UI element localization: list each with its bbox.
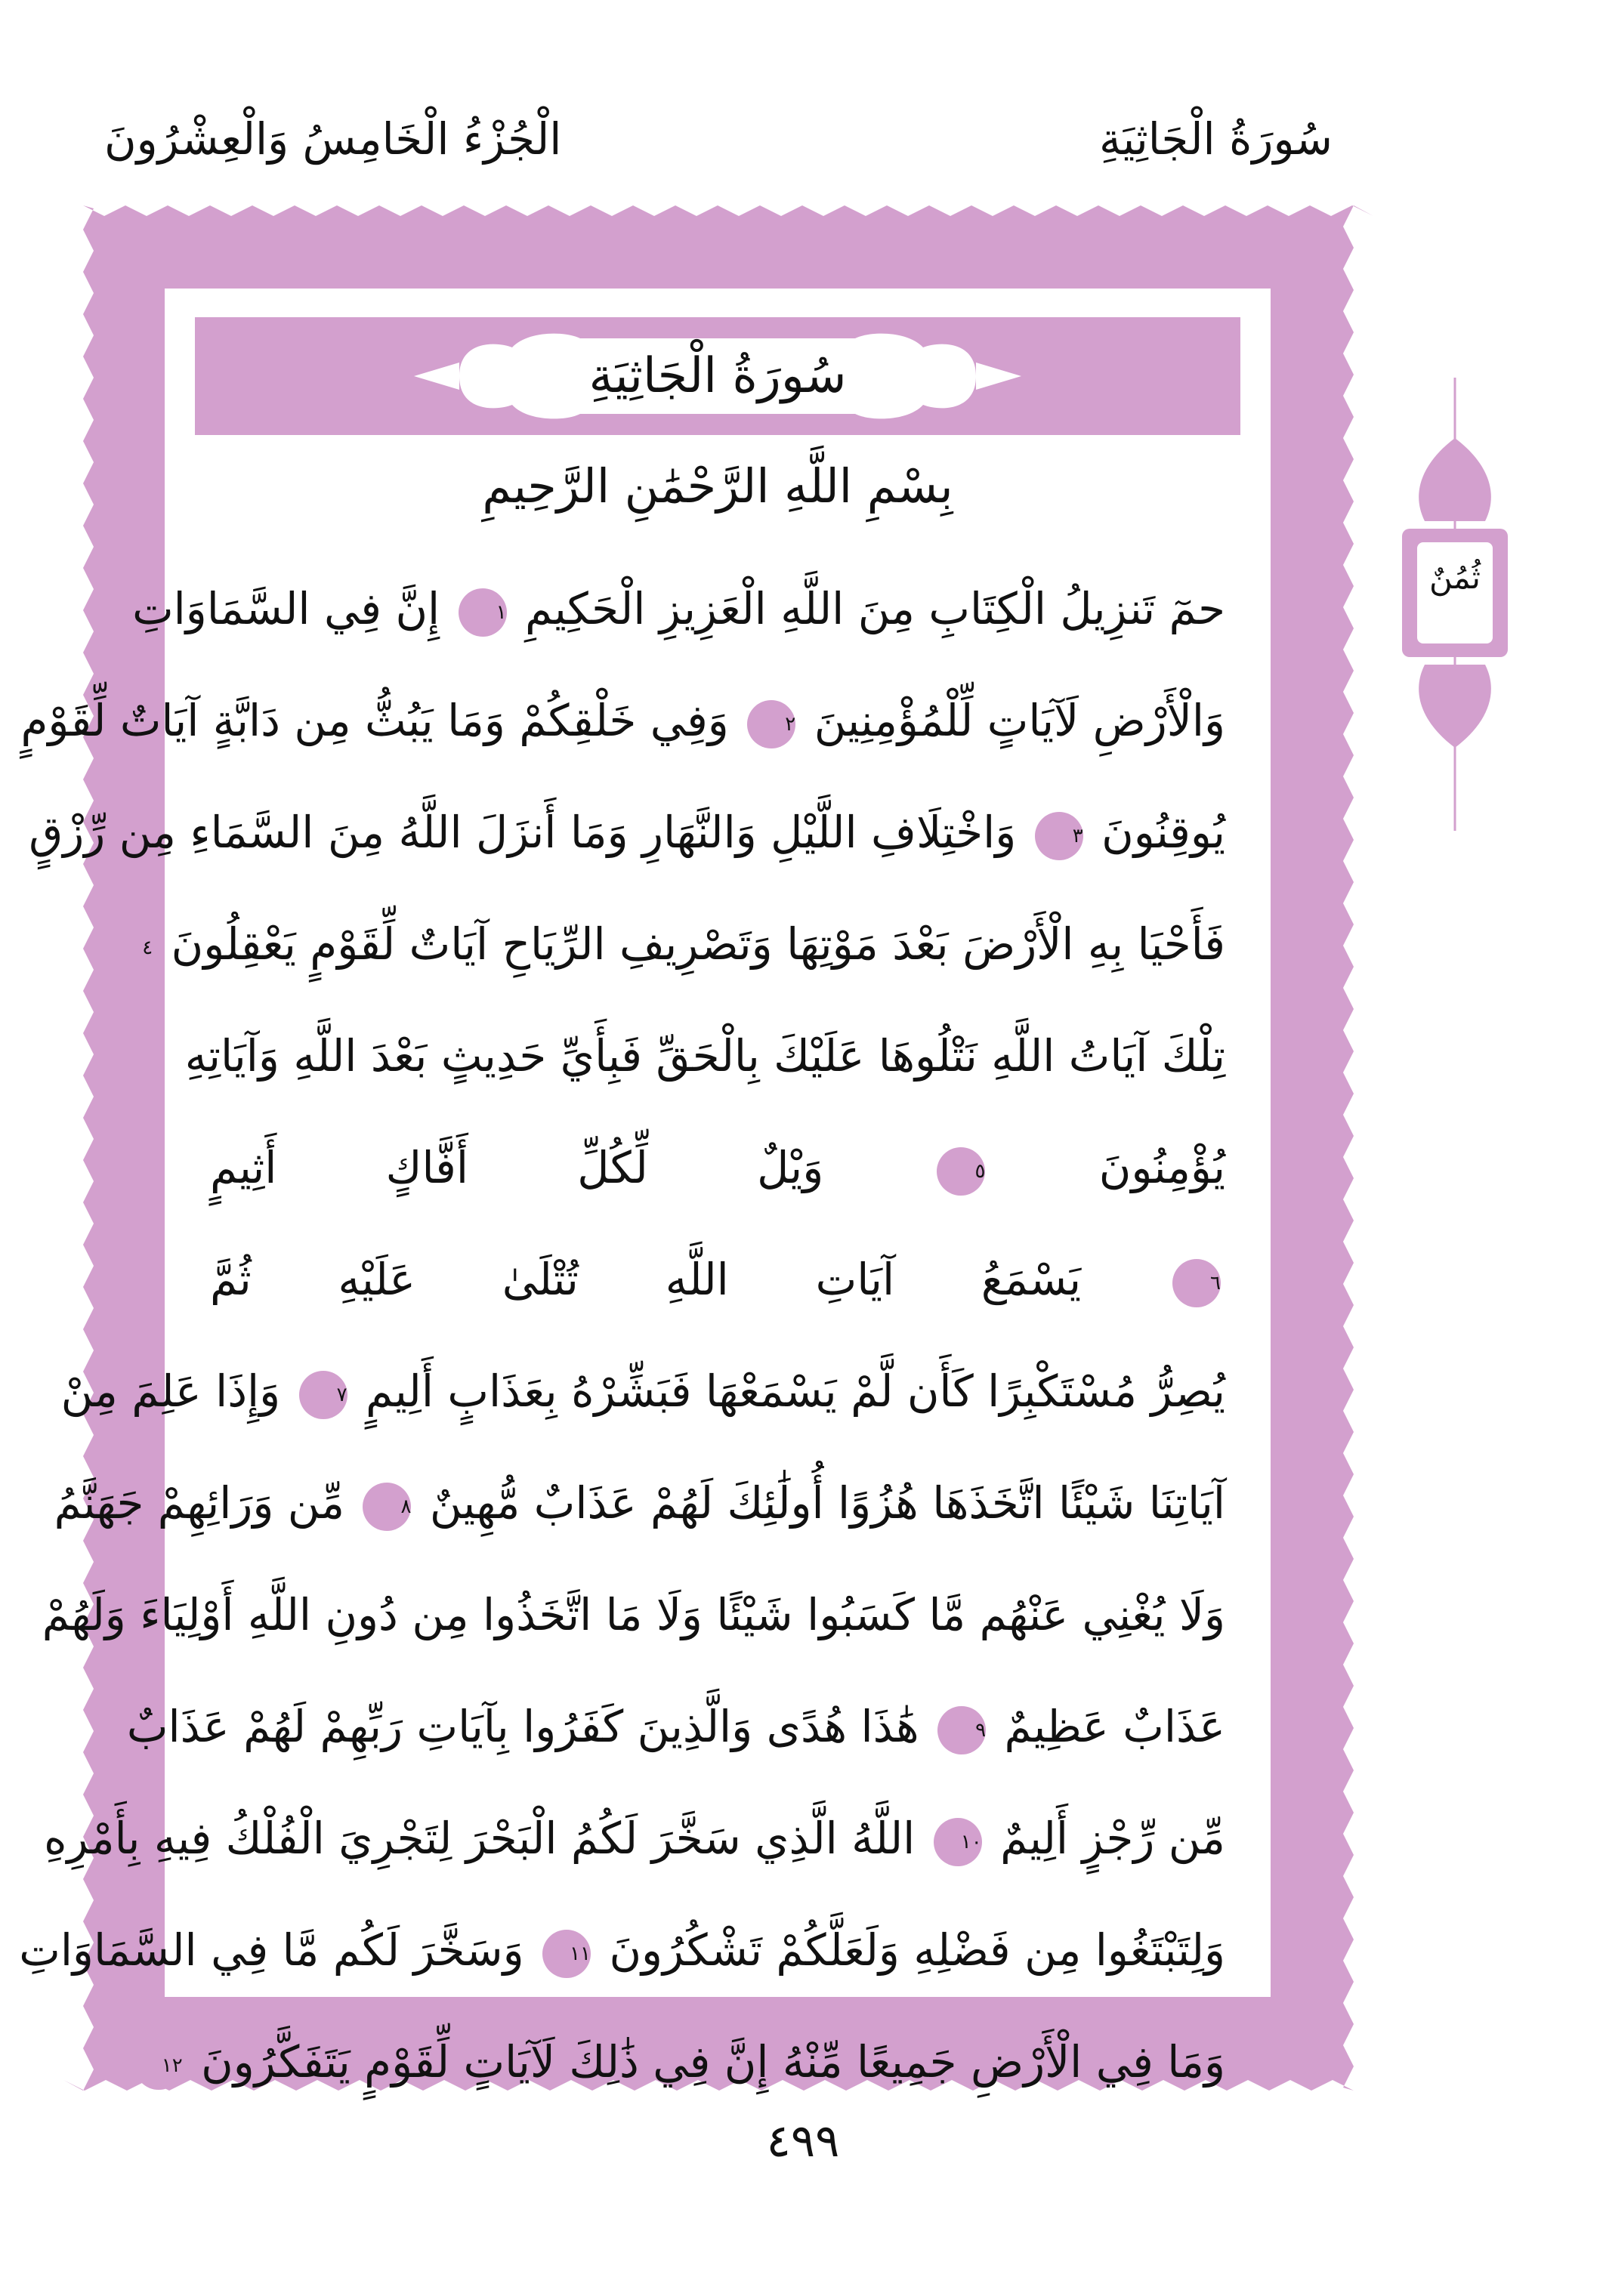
verse-text: مِّن رِّجْزٍ أَلِيمٌ xyxy=(1000,1813,1225,1864)
hizb-marker-label: ثُمُنٌ xyxy=(1429,559,1481,596)
surah-title-cartouche xyxy=(414,325,1021,427)
ayah-number-marker: ٧ xyxy=(299,1371,347,1419)
verse-line xyxy=(142,888,1225,1000)
verse-text: وَإِذَا عَلِمَ مِنْ xyxy=(60,1366,281,1417)
verse-text: وَمَا فِي الْأَرْضِ جَمِيعًا مِّنْهُ إِنَّ فِي ذَٰلِكَ لَآيَاتٍ لِّقَوْمٍ يَتَفَكَّرُونَ xyxy=(201,2036,1225,2088)
verse-text: وَلَا يُغْنِي عَنْهُم مَّا كَسَبُوا شَيْئًا وَلَا مَا اتَّخَذُوا مِن دُونِ اللَّهِ أَوْلِيَاءَ وَلَهُمْ xyxy=(42,1589,1225,1640)
page-number: ٤٩٩ xyxy=(766,2115,840,2168)
verse-text: فَأَحْيَا بِهِ الْأَرْضَ بَعْدَ مَوْتِهَا وَتَصْرِيفِ الرِّيَاحِ آيَاتٌ لِّقَوْمٍ يَعْقِلُونَ xyxy=(171,918,1225,970)
ayah-number-marker: ٤ xyxy=(104,924,153,972)
verse-line xyxy=(42,1559,1225,1671)
verse-text: وَالْأَرْضِ لَآيَاتٍ لِّلْمُؤْمِنِينَ xyxy=(814,695,1225,746)
hizb-ornament-icon xyxy=(1394,378,1515,831)
ayah-number-marker: ١١ xyxy=(542,1930,591,1978)
ayah-number-marker: ٨ xyxy=(363,1483,411,1531)
verse-text: وَاخْتِلَافِ اللَّيْلِ وَالنَّهَارِ وَمَا أَنزَلَ اللَّهُ مِنَ السَّمَاءِ مِن رِّزْقٍ xyxy=(29,807,1017,858)
ayah-number-marker: ٩ xyxy=(937,1706,986,1754)
verse-line xyxy=(210,1224,1225,1335)
ayah-number-marker: ٣ xyxy=(1035,812,1083,860)
surah-title: سُورَةُ الْجَاثِيَةِ xyxy=(588,348,847,404)
verse-lines xyxy=(19,553,1225,2118)
verse-line xyxy=(44,1782,1225,1894)
juz-title: الْجُزْءُ الْخَامِسُ وَالْعِشْرُونَ xyxy=(104,113,562,165)
verse-text: يُصِرُّ مُسْتَكْبِرًا كَأَن لَّمْ يَسْمَعْهَا فَبَشِّرْهُ بِعَذَابٍ أَلِيمٍ xyxy=(366,1366,1225,1417)
ayah-number-marker: ٢ xyxy=(747,700,795,748)
ayah-number-marker: ٥ xyxy=(937,1147,985,1196)
verse-line xyxy=(20,665,1225,776)
verse-text: يُوقِنُونَ xyxy=(1101,807,1225,858)
verse-text: وَسَخَّرَ لَكُم مَّا فِي السَّمَاوَاتِ xyxy=(19,1924,524,1976)
verse-line xyxy=(161,2006,1225,2118)
verse-text: آيَاتِنَا شَيْئًا اتَّخَذَهَا هُزُوًا أُولَٰئِكَ لَهُمْ عَذَابٌ مُّهِينٌ xyxy=(429,1477,1225,1529)
verse-text: إِنَّ فِي السَّمَاوَاتِ xyxy=(132,583,440,634)
verse-line xyxy=(126,1671,1225,1782)
hizb-marker xyxy=(1394,378,1515,831)
verse-text: تِلْكَ آيَاتُ اللَّهِ نَتْلُوهَا عَلَيْكَ بِالْحَقِّ فَبِأَيِّ حَدِيثٍ بَعْدَ اللَّهِ وَآيَاتِهِ xyxy=(184,1030,1225,1082)
running-surah-name: سُورَةُ الْجَاثِيَةِ xyxy=(1098,113,1333,165)
text-panel xyxy=(19,289,1271,2088)
verse-line xyxy=(210,1112,1225,1224)
verse-line xyxy=(60,1335,1225,1447)
verse-line xyxy=(54,1447,1225,1559)
verse-text: عَذَابٌ عَظِيمٌ xyxy=(1004,1701,1225,1752)
verse-line xyxy=(184,1000,1225,1112)
verse-text: وَيْلٌ لِّكُلِّ أَفَّاكٍ أَثِيمٍ xyxy=(210,1142,824,1193)
verse-text: هَٰذَا هُدًى وَالَّذِينَ كَفَرُوا بِآيَاتِ رَبِّهِمْ لَهُمْ عَذَابٌ xyxy=(126,1701,919,1752)
verse-line xyxy=(19,1894,1225,2006)
verse-line xyxy=(132,553,1225,665)
ayah-number-marker: ١٢ xyxy=(134,2041,183,2090)
verse-text: يُؤْمِنُونَ xyxy=(1098,1142,1225,1193)
verse-text: وَلِتَبْتَغُوا مِن فَضْلِهِ وَلَعَلَّكُمْ تَشْكُرُونَ xyxy=(609,1924,1225,1976)
ayah-number-marker: ١٠ xyxy=(934,1818,982,1866)
verse-text: مِّن وَرَائِهِمْ جَهَنَّمُ xyxy=(54,1477,345,1529)
ayah-number-marker: ١ xyxy=(459,588,507,637)
verse-text: اللَّهُ الَّذِي سَخَّرَ لَكُمُ الْبَحْرَ لِتَجْرِيَ الْفُلْكُ فِيهِ بِأَمْرِهِ xyxy=(44,1813,916,1864)
verse-text: يَسْمَعُ آيَاتِ اللَّهِ تُتْلَىٰ عَلَيْهِ ثُمَّ xyxy=(210,1254,1082,1305)
basmala: بِسْمِ اللَّهِ الرَّحْمَٰنِ الرَّحِيمِ xyxy=(482,458,953,514)
verse-text: حمٓ تَنزِيلُ الْكِتَابِ مِنَ اللَّهِ الْعَزِيزِ الْحَكِيمِ xyxy=(525,583,1225,634)
verse-text: وَفِي خَلْقِكُمْ وَمَا يَبُثُّ مِن دَابَّةٍ آيَاتٌ لِّقَوْمٍ xyxy=(20,695,729,746)
surah-title-band xyxy=(195,317,1240,435)
ayah-number-marker: ٦ xyxy=(1172,1259,1221,1307)
verse-line xyxy=(29,776,1225,888)
